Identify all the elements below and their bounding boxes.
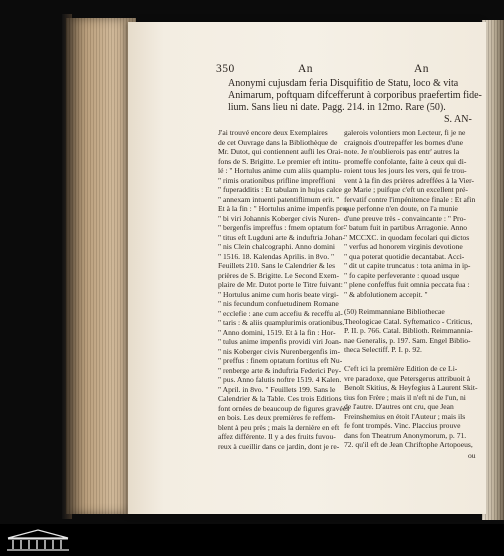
text-line: fe font trompés. Vinc. Placcius prouve [344, 421, 461, 430]
heading-signature: S. AN- [444, 114, 472, 125]
text-line: " verfus ad honorem virginis devotione [344, 242, 463, 251]
text-line: de l'autre. D'autres ont cru, que Jean [344, 402, 454, 411]
text-line: " taris : & aliis quamplurimis orationibus. [218, 318, 345, 327]
entry-heading [228, 78, 482, 114]
catalogue-line: (50) Reimmanniane Bibliothecae [344, 307, 445, 316]
running-head-right: An [414, 63, 430, 75]
library-building-icon [4, 528, 72, 552]
text-line: lé : " Hortulus anime cum aliis quamplu- [218, 166, 342, 175]
text-line: Freinshemius en étoit l'Auteur ; mais ils [344, 411, 466, 421]
text-line: " annexam intuenti patentiflimum erit. " [218, 194, 340, 204]
text-line: galerois volontiers mon Lecteur, fi je ne [344, 128, 466, 137]
text-line: font ornées de beaucoup de figures gravées [218, 403, 350, 413]
catalogue-line: theca Selectiff. P. I. p. 92. [344, 345, 422, 354]
text-line: " dit ut capite truncatus : tota anima in ip- [344, 261, 471, 270]
catchword: ou [468, 451, 476, 460]
text-line: Calendrier & la Table. Ces trois Editions [218, 394, 342, 403]
text-line: Feuillets 210. Sans le Calendrier & les [218, 261, 336, 270]
catalogue-line: P. II. p. 766. Catal. Biblioth. Reimmannia- [344, 326, 473, 335]
text-line: " Hortulus anime cum horis beate virgi- [218, 289, 339, 299]
text-line: " tulus anime impenfis providi viri Joan- [218, 337, 342, 346]
text-line: " 1516. 18. Kalendas Aprilis. in 8vo. " [218, 251, 335, 261]
catalogue-line: nae Generalis, p. 197. Sam. Engel Biblio- [344, 335, 471, 345]
scan-bottom-strip [0, 524, 504, 556]
text-line: plaire de Mr. Dutot porte le Titre fuivant: [218, 280, 343, 289]
heading-line: Anonymi cujusdam feria Disquifitio de Statu, loco & vita [228, 78, 459, 89]
text-line: roient tous les jours les vers, qui fe trou- [344, 166, 467, 175]
text-line: vre paradoxe, que Petersgerus attribuoit à [344, 373, 471, 383]
right-text-column-bottom [344, 364, 478, 450]
text-line: " nis Clein chalcographi. Anno domini [218, 242, 335, 251]
right-text-column-top [344, 128, 475, 299]
text-line: fervatif contre l'impénitence finale : Et afin [344, 194, 476, 204]
text-line: Benoît Skitius, & Heyfegius à Laurent Skit- [344, 383, 478, 392]
text-line: 72. qu'il eft de Jean Chriftophe Artopoeus, [344, 440, 473, 449]
text-line: " plene confeffus fuit omnia peccata fua : [344, 280, 470, 289]
text-line: que perfonne n'en doute, on l'a munie [344, 204, 458, 213]
text-line: " rimis orationibus prifline impreffioni [218, 175, 336, 185]
text-line: " titus eft Lugduni arte & induftria Johan- [218, 232, 345, 242]
text-line: note. Je n'oublierois pas entr' autres la [344, 147, 460, 156]
text-line: " Anno domini, 1519. Et à la fin : Hor- [218, 327, 336, 337]
text-line: de cet Ouvrage dans la Bibliothèque de [218, 137, 338, 147]
text-line: reux à cueillir dans ce jardin, dont je re- [218, 441, 340, 451]
text-line: " ecclefie : ane cum accefiu & receffu al- [218, 308, 343, 318]
catalogue-note [344, 307, 473, 355]
text-line: d'une preuve très - convaincante : " Pro- [344, 213, 466, 223]
heading-line: Animarum, poftquam difcefferunt à corporibus praefertim fide- [228, 90, 482, 101]
text-line: prières de S. Brigitte. Le Second Exem- [218, 270, 340, 280]
text-line: J'ai trouvé encore deux Exemplaires [218, 128, 328, 137]
text-line: blent à peu près ; mais la dernière en eft [218, 422, 340, 432]
text-line: dans fon Theatrum Anonymorum, p. 71. [344, 430, 467, 440]
left-text-column [218, 128, 349, 451]
heading-line: lium. Sans lieu ni date. Pagg. 214. in 12mo. Rare (50). [228, 102, 446, 113]
text-line: " MCCXC. in quodam fecolari qui dictos [344, 232, 470, 242]
text-line: en bois. Les deux premières fe reffem- [218, 413, 336, 422]
text-line: " preffus : finem optatum fortitus eft Nu- [218, 356, 343, 365]
text-line: vent à la fin des prières adreffées à la Vier- [344, 175, 475, 185]
catalogue-line: Theologicae Catal. Syftematico - Criticus, [344, 316, 473, 326]
text-line: " nis Koberger civis Nurenbergenfis im- [218, 346, 340, 356]
text-line: " batum fuit in partibus Arragonie. Anno [344, 223, 468, 232]
text-line: " fo capite perfeverante : quoad usque [344, 270, 460, 280]
text-line: " & abfolutionem accepit. " [344, 289, 428, 299]
text-line: " pus. Anno falutis noftre 1519. 4 Kalen. [218, 375, 342, 384]
text-line: " April. in 8vo. " Feuillets 199. Sans le [218, 384, 336, 394]
text-line: fons de S. Brigitte. Le premier eft intitu- [218, 156, 341, 166]
text-line: tius fon Frère ; mais il n'eft ni de l'un, ni [344, 392, 466, 402]
text-line: " bi viri Johannis Koberger civis Nuren- [218, 213, 340, 223]
text-line: Mr. Dutot, qui contiennent aufli les Orai- [218, 147, 343, 156]
text-line: affez différente. Il y a des fruits fuvou- [218, 432, 336, 441]
running-head-left: An [298, 63, 314, 75]
text-line: " nis fecundum confuetudinem Romane [218, 299, 339, 308]
text-line: " fuperadditis : Et tabulam in hujus calce [218, 185, 342, 194]
book-page [128, 22, 486, 514]
page-number: 350 [216, 63, 235, 75]
text-line: craignois d'outrepaffer les bornes d'une [344, 137, 463, 147]
left-page-edges [66, 18, 136, 514]
text-line: " qua poterat quotidie decantabat. Acci- [344, 251, 465, 261]
text-line: " renberge arte & induftria Federici Pey- [218, 365, 342, 375]
text-line: ge Marie ; puifque c'eft un excellent pré- [344, 185, 468, 194]
text-line: " bergenfis impreffus : fmem optatum for- [218, 223, 346, 232]
text-line: C'eft ici la première Edition de ce Li- [344, 364, 458, 373]
text-line: promeffe confolante, faite à ceux qui di- [344, 156, 467, 166]
text-line: Et à la fin : " Hortulus anime impenfis pro- [218, 204, 349, 213]
